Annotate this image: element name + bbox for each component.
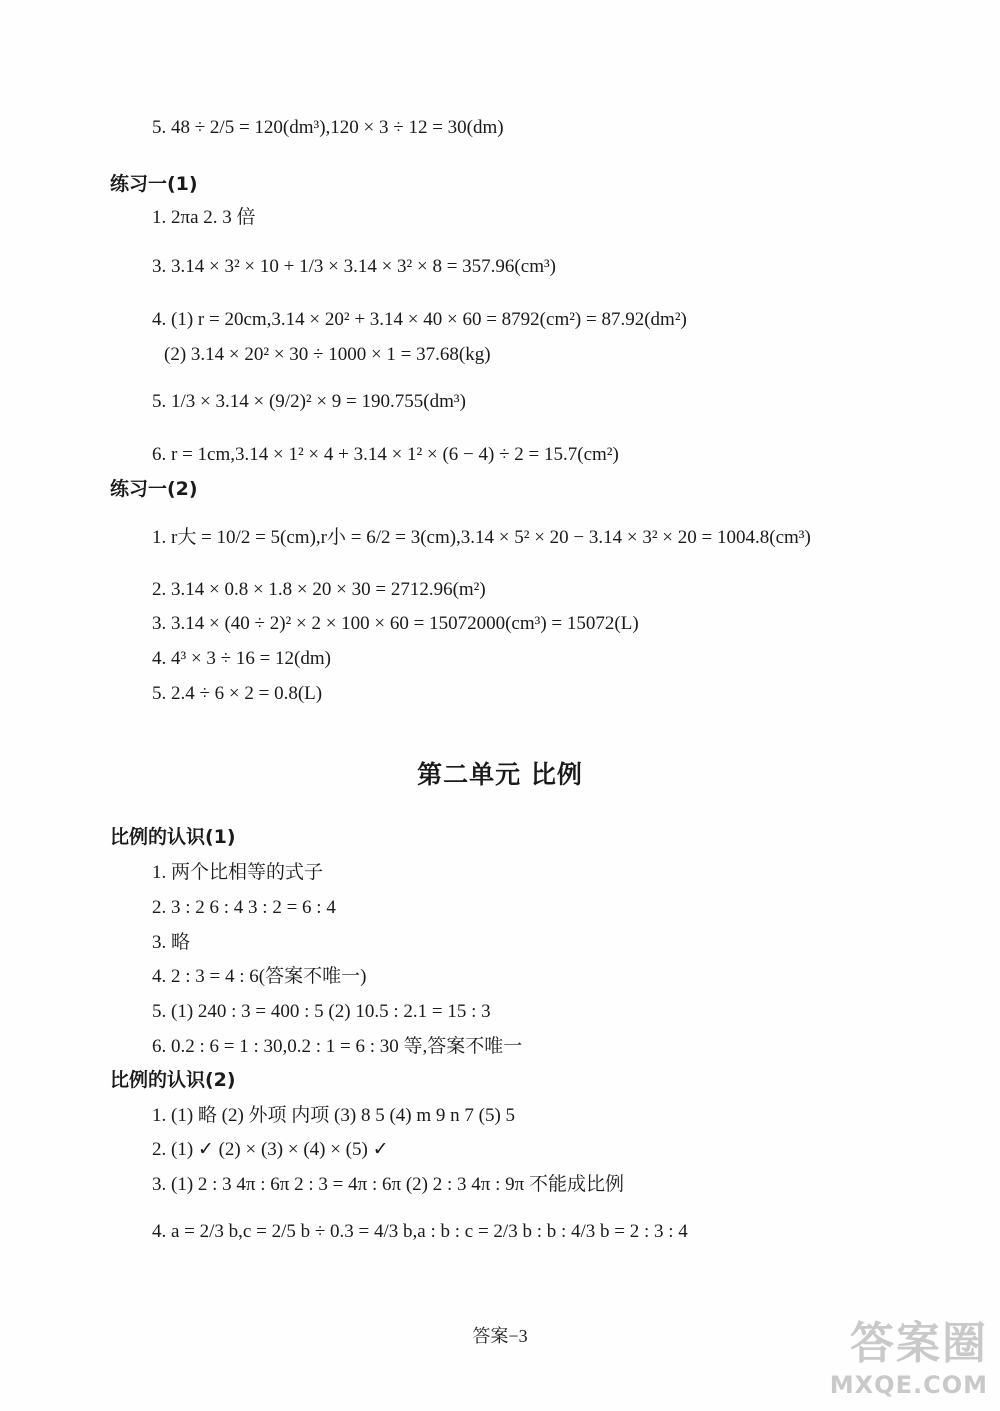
- heading-practice-1-1: 练习一(1): [110, 173, 198, 195]
- line-r1-3: 3. 略: [152, 932, 191, 953]
- line-p1-6: 6. r = 1cm,3.14 × 1² × 4 + 3.14 × 1² × (6 − 4) ÷ 2 = 15.7(cm²): [152, 444, 619, 465]
- line-r2-3: 3. (1) 2 : 3 4π : 6π 2 : 3 = 4π : 6π (2) 2 : 3 4π : 9π 不能成比例: [152, 1174, 625, 1195]
- heading-practice-1-2: 练习一(2): [110, 478, 198, 500]
- line-r1-2: 2. 3 : 2 6 : 4 3 : 2 = 6 : 4: [152, 897, 336, 918]
- line-p2-3: 3. 3.14 × (40 ÷ 2)² × 2 × 100 × 60 = 15072000(cm³) = 15072(L): [152, 613, 639, 634]
- line-r1-4: 4. 2 : 3 = 4 : 6(答案不唯一): [152, 966, 367, 987]
- watermark-text: 答案圈: [850, 1318, 988, 1369]
- line-r1-6: 6. 0.2 : 6 = 1 : 30,0.2 : 1 = 6 : 30 等,答案不唯一: [152, 1036, 523, 1057]
- line-r2-2: 2. (1) ✓ (2) × (3) × (4) × (5) ✓: [152, 1139, 389, 1160]
- line-r1-5: 5. (1) 240 : 3 = 400 : 5 (2) 10.5 : 2.1 = 15 : 3: [152, 1001, 491, 1022]
- watermark-logo: [830, 1307, 988, 1399]
- watermark-url: MXQE.COM: [829, 1371, 988, 1399]
- heading-ratio-2: 比例的认识(2): [110, 1069, 236, 1091]
- line-p1-4a: 4. (1) r = 20cm,3.14 × 20² + 3.14 × 40 × 60 = 8792(cm²) = 87.92(dm²): [152, 309, 687, 330]
- line-p2-5: 5. 2.4 ÷ 6 × 2 = 0.8(L): [152, 683, 323, 704]
- line-p1-1: 1. 2πa 2. 3 倍: [152, 207, 256, 228]
- line-p2-4: 4. 4³ × 3 ÷ 16 = 12(dm): [152, 648, 331, 669]
- heading-ratio-1: 比例的认识(1): [110, 826, 236, 848]
- line-r1-1: 1. 两个比相等的式子: [152, 862, 324, 883]
- page-footer: 答案−3: [472, 1326, 528, 1346]
- line-p1-4b: (2) 3.14 × 20² × 30 ÷ 1000 × 1 = 37.68(kg): [164, 344, 491, 365]
- section-title: 第二单元 比例: [417, 760, 583, 789]
- line-r2-1: 1. (1) 略 (2) 外项 内项 (3) 8 5 (4) m 9 n 7 (5) 5: [152, 1105, 516, 1126]
- line-r2-4: 4. a = 2/3 b,c = 2/5 b ÷ 0.3 = 4/3 b,a : b : c = 2/3 b : b : 4/3 b = 2 : 3 : 4: [152, 1221, 688, 1242]
- line-u1-5: 5. 48 ÷ 2/5 = 120(dm³),120 × 3 ÷ 12 = 30(dm): [152, 117, 504, 138]
- line-p2-1: 1. r大 = 10/2 = 5(cm),r小 = 6/2 = 3(cm),3.14 × 5² × 20 − 3.14 × 3² × 20 = 1004.8(cm³): [152, 527, 811, 548]
- line-p2-2: 2. 3.14 × 0.8 × 1.8 × 20 × 30 = 2712.96(m²): [152, 579, 486, 600]
- line-p1-5: 5. 1/3 × 3.14 × (9/2)² × 9 = 190.755(dm³): [152, 391, 466, 412]
- line-p1-3: 3. 3.14 × 3² × 10 + 1/3 × 3.14 × 3² × 8 = 357.96(cm³): [152, 256, 556, 277]
